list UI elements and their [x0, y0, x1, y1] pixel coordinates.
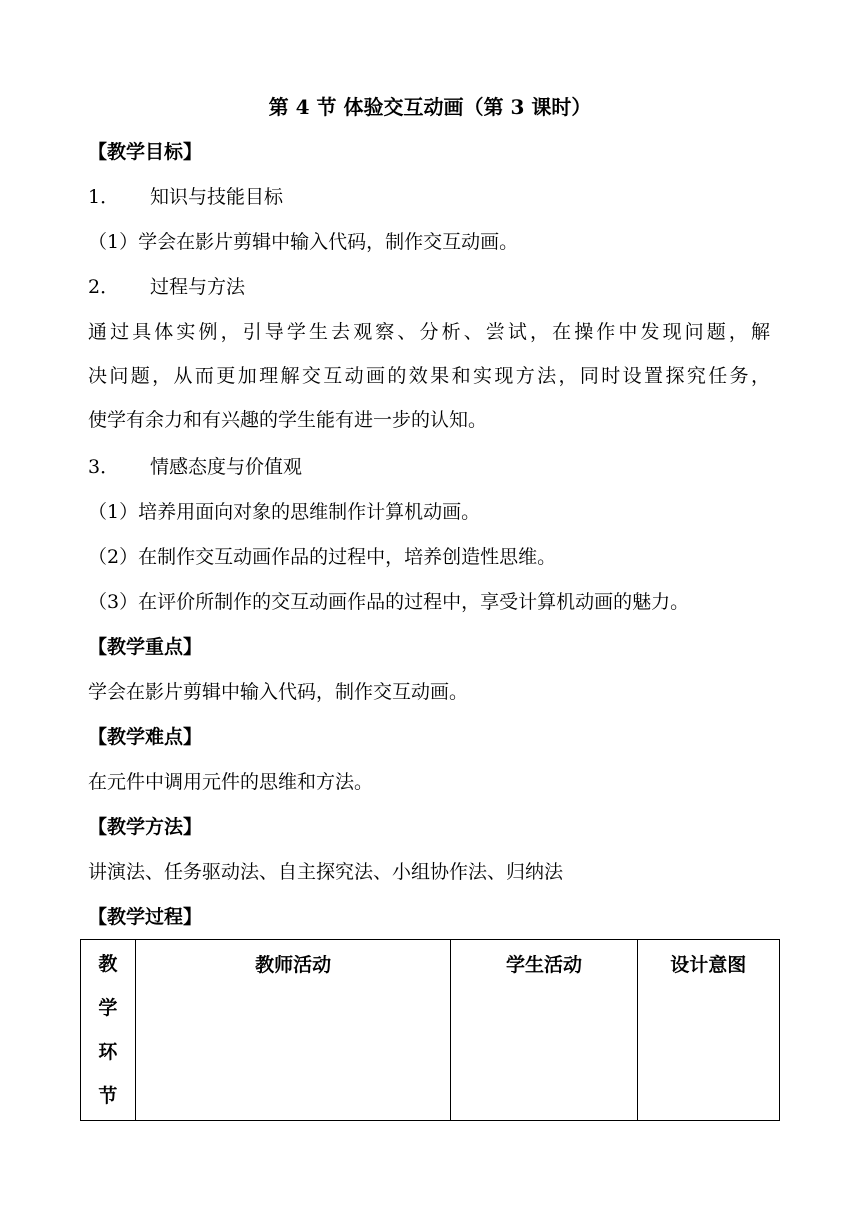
objective-2-title: 过程与方法 [150, 276, 246, 298]
objective-1-title: 知识与技能目标 [150, 186, 284, 208]
key-points-text: 学会在影片剪辑中输入代码，制作交互动画。 [88, 681, 469, 703]
stage-header-cell [81, 940, 136, 1121]
student-activity-header: 学生活动 [451, 940, 637, 1121]
objective-1-item-1: （1）学会在影片剪辑中输入代码，制作交互动画。 [88, 231, 519, 253]
objective-3-number: 3． [88, 456, 120, 478]
objective-1-number: 1． [88, 186, 120, 208]
teaching-process-table [80, 939, 780, 1121]
design-intent-header: 设计意图 [637, 940, 779, 1121]
paragraph-line: 决问题，从而更加理解交互动画的效果和实现方法，同时设置探究任务， [88, 365, 770, 387]
method-heading: 【教学方法】 [88, 816, 203, 838]
key-points-heading: 【教学重点】 [88, 636, 203, 658]
objective-1 [88, 183, 283, 211]
objective-2-paragraph [88, 310, 770, 442]
difficulty-heading: 【教学难点】 [88, 726, 203, 748]
objectives-heading: 【教学目标】 [88, 141, 203, 163]
difficulty-text: 在元件中调用元件的思维和方法。 [88, 771, 374, 793]
stage-char: 学 [98, 997, 118, 1019]
objective-2-number: 2． [88, 276, 120, 298]
table-row [81, 940, 780, 1121]
stage-char: 节 [98, 1085, 118, 1107]
objective-2 [88, 273, 245, 301]
paragraph-line: 使学有余力和有兴趣的学生能有进一步的认知。 [88, 409, 488, 431]
stage-char: 教 [98, 953, 118, 975]
paragraph-line: 通过具体实例，引导学生去观察、分析、尝试，在操作中发现问题，解 [88, 321, 770, 343]
teacher-activity-header: 教师活动 [135, 940, 451, 1121]
objective-3 [88, 453, 302, 481]
objective-3-item-1: （1）培养用面向对象的思维制作计算机动画。 [88, 501, 481, 523]
stage-char: 环 [98, 1041, 118, 1063]
page-title: 第 4 节 体验交互动画（第 3 课时） [268, 95, 592, 119]
objective-3-item-3: （3）在评价所制作的交互动画作品的过程中，享受计算机动画的魅力。 [88, 591, 690, 613]
process-heading: 【教学过程】 [88, 906, 203, 928]
objective-3-item-2: （2）在制作交互动画作品的过程中，培养创造性思维。 [88, 546, 557, 568]
objective-3-title: 情感态度与价值观 [150, 456, 303, 478]
method-text: 讲演法、任务驱动法、自主探究法、小组协作法、归纳法 [88, 861, 564, 883]
